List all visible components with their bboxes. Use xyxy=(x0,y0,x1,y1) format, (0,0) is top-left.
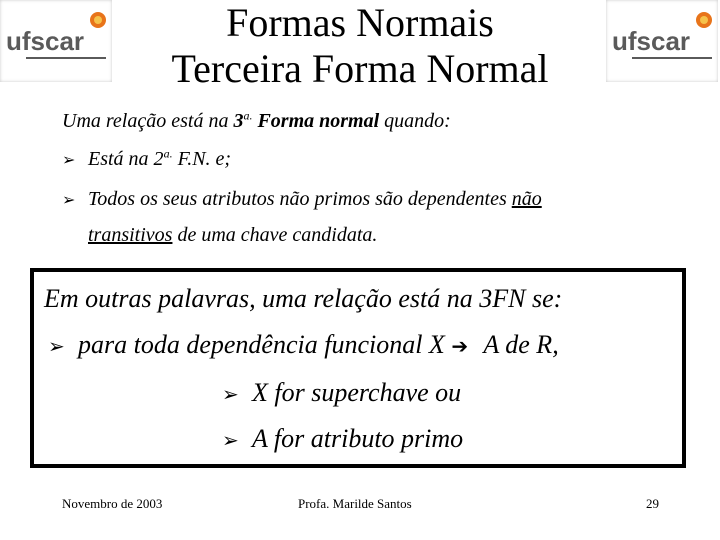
bullet-arrow-icon: ➢ xyxy=(222,382,239,406)
bullet-arrow-icon: ➢ xyxy=(222,428,239,452)
bullet-arrow-icon: ➢ xyxy=(62,190,76,209)
ufscar-logo-graphic xyxy=(606,0,718,82)
footer-page-number: 29 xyxy=(646,496,659,511)
intro-ordinal-sup: a. xyxy=(243,108,253,123)
intro-sentence xyxy=(62,110,451,133)
box-item-3: ➢ A for atributo primo xyxy=(222,424,464,453)
box-item-1: ➢ para toda dependência funcional X ➔ A de R, xyxy=(48,330,559,359)
bullet-arrow-icon: ➢ xyxy=(48,334,65,358)
svg-text:ufscar: ufscar xyxy=(6,26,85,56)
intro-bold: Forma normal xyxy=(252,110,380,132)
ufscar-logo-left xyxy=(0,0,112,82)
box-item-2: ➢ X for superchave ou xyxy=(222,378,462,407)
implies-arrow-icon: ➔ xyxy=(451,334,469,358)
footer-date: Novembro de 2003 xyxy=(62,496,163,511)
slide-title xyxy=(120,0,600,92)
bullet-item: ➢ Está na $2^{a.}$ F.N. e; xyxy=(62,146,232,170)
svg-text:ufscar: ufscar xyxy=(612,26,691,56)
intro-ordinal: 3 xyxy=(233,110,244,132)
box-heading: Em outras palavras, uma relação está na 3FN se: xyxy=(44,284,563,313)
bullet-item: ➢ Todos os seus atributos não primos são dependentes não xyxy=(62,188,542,210)
intro-text: Uma relação está na xyxy=(62,110,234,132)
ufscar-logo-right xyxy=(606,0,718,82)
title-line-1: Formas Normais xyxy=(226,0,494,45)
title-line-2: Terceira Forma Normal xyxy=(171,46,549,91)
bullet-continuation: transitivos de uma chave candidata. xyxy=(88,224,378,246)
ufscar-logo-graphic xyxy=(0,0,112,82)
intro-post: quando: xyxy=(379,110,451,132)
bullet-arrow-icon: ➢ xyxy=(62,150,76,169)
footer-author: Profa. Marilde Santos xyxy=(298,496,412,511)
